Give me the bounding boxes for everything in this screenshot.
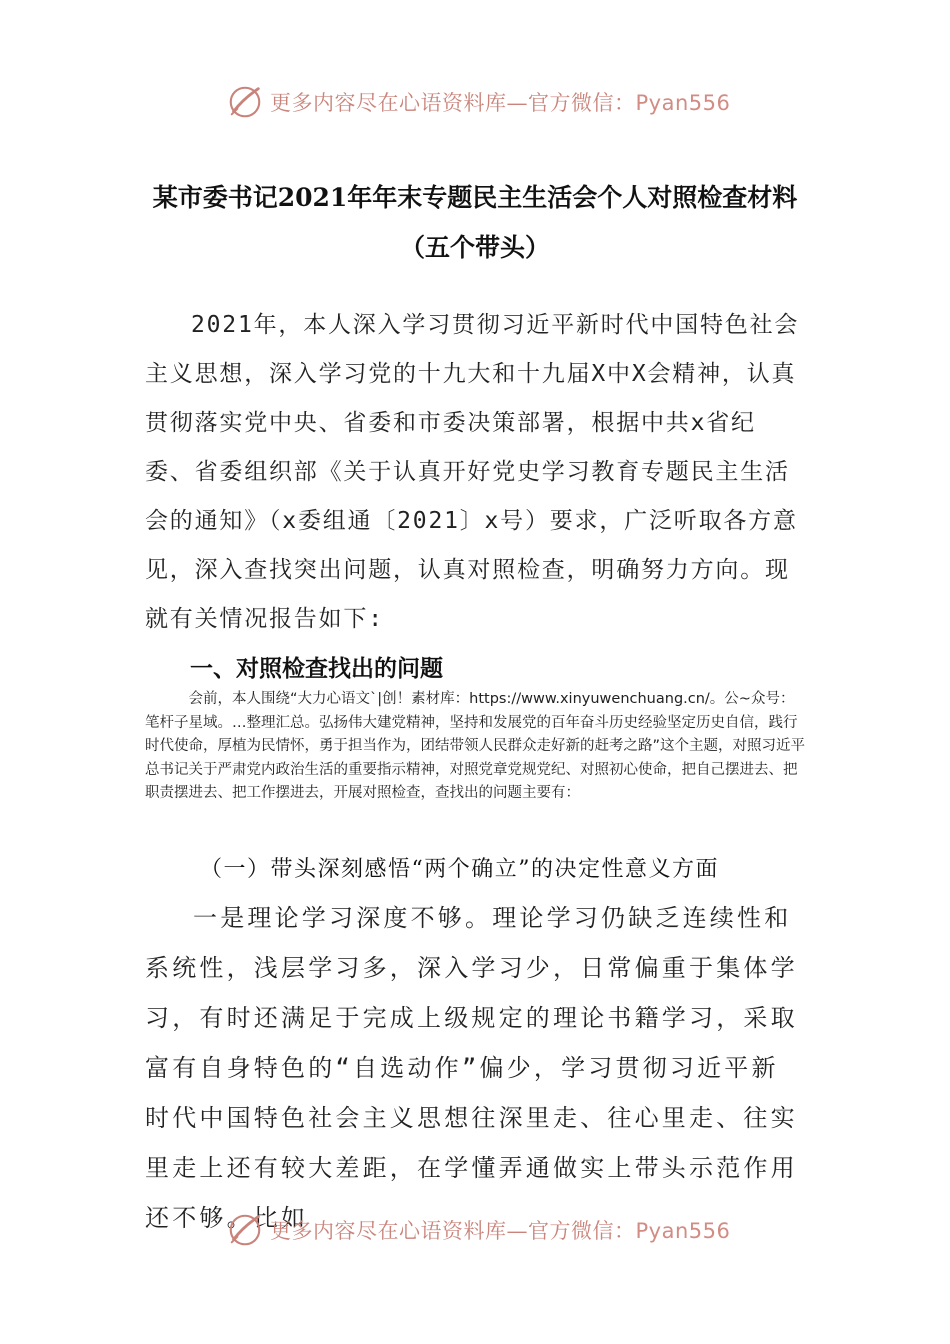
pen-logo-icon (226, 83, 264, 121)
body-paragraph-text: 一是理论学习深度不够。理论学习仍缺乏连续性和系统性，浅层学习多，深入学习少，日常偏重于集体学习，有时还满足于完成上级规定的理论书籍学习，采取富有自身特色的“自选动作”偏少，学习贯彻习近平新时代中国特色社会主义思想往深里走、往心里走、往实里走上还有较大差距，在学懂弄通做实上带头示范作用还不够。比如 (145, 904, 798, 1232)
document-title: 某市委书记2021年年末专题民主生活会个人对照检查材料 (152, 183, 798, 212)
banner-main-text: 更多内容尽在心语资料库 (270, 1219, 507, 1243)
subsection-heading-1: （一）带头深刻感悟“两个确立”的决定性意义方面 (200, 857, 719, 882)
intro-paragraph (145, 301, 805, 644)
banner-wechat-id: Pyan556 (635, 91, 731, 115)
intro-paragraph-text: 2021年，本人深入学习贯彻习近平新时代中国特色社会主义思想，深入学习党的十九大和十九届X中X会精神，认真贯彻落实党中央、省委和市委决策部署，根据中共x省纪委、省委组织部《关于认真开好党史学习教育专题民主生活会的通知》（x委组通〔2021〕x号）要求，广泛听取各方意见，深入查找突出问题，认真对照检查，明确努力方向。现就有关情况报告如下: (145, 312, 800, 632)
banner-text (270, 1215, 730, 1245)
body-paragraph (145, 893, 805, 1243)
small-note-paragraph (145, 688, 808, 806)
banner-wechat-label: 官方微信： (528, 91, 636, 115)
header-watermark-banner (226, 80, 730, 124)
banner-dash: — (506, 91, 528, 115)
section-heading-1: 一、对照检查找出的问题 (190, 656, 443, 682)
banner-wechat-id: Pyan556 (635, 1219, 731, 1243)
document-subtitle: （五个带头） (399, 233, 550, 262)
banner-main-text: 更多内容尽在心语资料库 (270, 91, 507, 115)
footer-watermark-banner (226, 1208, 730, 1252)
banner-wechat-label: 官方微信： (528, 1219, 636, 1243)
banner-dash: — (506, 1219, 528, 1243)
pen-logo-icon (226, 1211, 264, 1249)
small-note-text: 会前，本人围绕“大力心语文`|创！素材库：https://www.xinyuwenchuang.cn/。公~众号：笔杆子星域。…整理汇总。弘扬伟大建党精神，坚持和发展党的百年奋斗历史经验坚定历史自信，践行时代使命，厚植为民情怀，勇于担当作为，团结带领人民群众走好新的赶考之路”这个主题，对照习近平总书记关于严肃党内政治生活的重要指示精神，对照党章党规党纪、对照初心使命，把自己摆进去、把职责摆进去、把工作摆进去，开展对照检查，查找出的问题主要有： (145, 691, 806, 801)
banner-text (270, 87, 730, 117)
